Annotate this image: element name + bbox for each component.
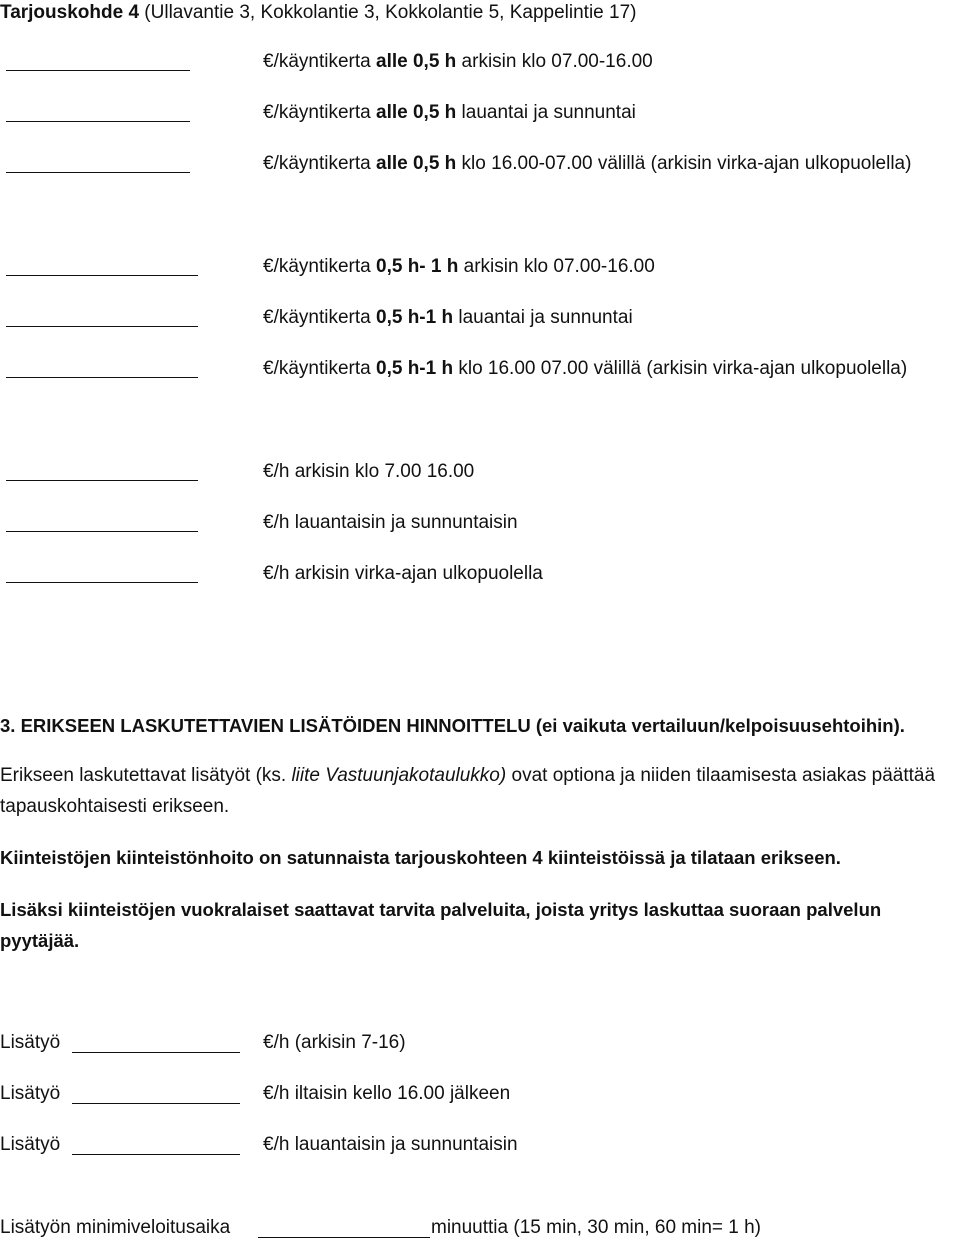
page-title (0, 1, 636, 25)
price-field-8[interactable] (6, 531, 198, 532)
section-paragraph-3: Lisäksi kiinteistöjen vuokralaiset saattavat tarvita palveluita, joista yritys laskuttaa suoraan palvelun pyytäjää. (0, 899, 882, 951)
extra-work-label-2: Lisätyö (0, 1083, 61, 1104)
price-row-2: €/käyntikerta alle 0,5 h lauantai ja sunnuntai (263, 102, 636, 123)
title-bold: Tarjouskohde 4 (0, 2, 140, 23)
extra-work-price-1: €/h (arkisin 7-16) (263, 1032, 406, 1053)
section-paragraph-1: Erikseen laskutettavat lisätyöt (ks. liite Vastuunjakotaulukko) ovat optiona ja niiden tilaamisesta asiakas päättää tapauskohtaisesti erikseen. (0, 765, 936, 817)
price-field-2[interactable] (6, 121, 190, 122)
price-field-6[interactable] (6, 377, 198, 378)
extra-work-label-3: Lisätyö (0, 1134, 61, 1155)
price-field-1[interactable] (6, 70, 190, 71)
price-row-5: €/käyntikerta 0,5 h-1 h lauantai ja sunnuntai (263, 307, 633, 328)
extra-work-field-3[interactable] (72, 1154, 240, 1155)
price-field-3[interactable] (6, 172, 190, 173)
price-row-7: €/h arkisin klo 7.00 16.00 (263, 461, 475, 482)
extra-work-price-2: €/h iltaisin kello 16.00 jälkeen (263, 1083, 511, 1104)
price-row-9: €/h arkisin virka-ajan ulkopuolella (263, 563, 543, 584)
price-row-3: €/käyntikerta alle 0,5 h klo 16.00-07.00 välillä (arkisin virka-ajan ulkopuolella) (263, 153, 912, 174)
price-field-4[interactable] (6, 275, 198, 276)
minimum-charge-label: Lisätyön minimiveloitusaika (0, 1217, 231, 1238)
extra-work-field-2[interactable] (72, 1103, 240, 1104)
section-heading: 3. ERIKSEEN LASKUTETTAVIEN LISÄTÖIDEN HINNOITTELU (ei vaikuta vertailuun/kelpoisuusehtoihin). (0, 715, 905, 736)
price-row-4: €/käyntikerta 0,5 h- 1 h arkisin klo 07.00-16.00 (263, 256, 655, 277)
minimum-charge-suffix: minuuttia (15 min, 30 min, 60 min= 1 h) (431, 1217, 762, 1238)
extra-work-label-1: Lisätyö (0, 1032, 61, 1053)
price-field-5[interactable] (6, 326, 198, 327)
section-paragraph-2: Kiinteistöjen kiinteistönhoito on satunnaista tarjouskohteen 4 kiinteistöissä ja tilataan erikseen. (0, 847, 841, 868)
extra-work-price-3: €/h lauantaisin ja sunnuntaisin (263, 1134, 518, 1155)
price-row-6: €/käyntikerta 0,5 h-1 h klo 16.00 07.00 välillä (arkisin virka-ajan ulkopuolella) (263, 358, 908, 379)
extra-work-field-1[interactable] (72, 1052, 240, 1053)
price-row-8: €/h lauantaisin ja sunnuntaisin (263, 512, 518, 533)
price-field-7[interactable] (6, 480, 198, 481)
title-rest: (Ullavantie 3, Kokkolantie 3, Kokkolantie 5, Kappelintie 17) (139, 2, 637, 23)
price-field-9[interactable] (6, 582, 198, 583)
price-row-1: €/käyntikerta alle 0,5 h arkisin klo 07.00-16.00 (263, 51, 653, 72)
minimum-charge-field[interactable] (258, 1237, 430, 1238)
